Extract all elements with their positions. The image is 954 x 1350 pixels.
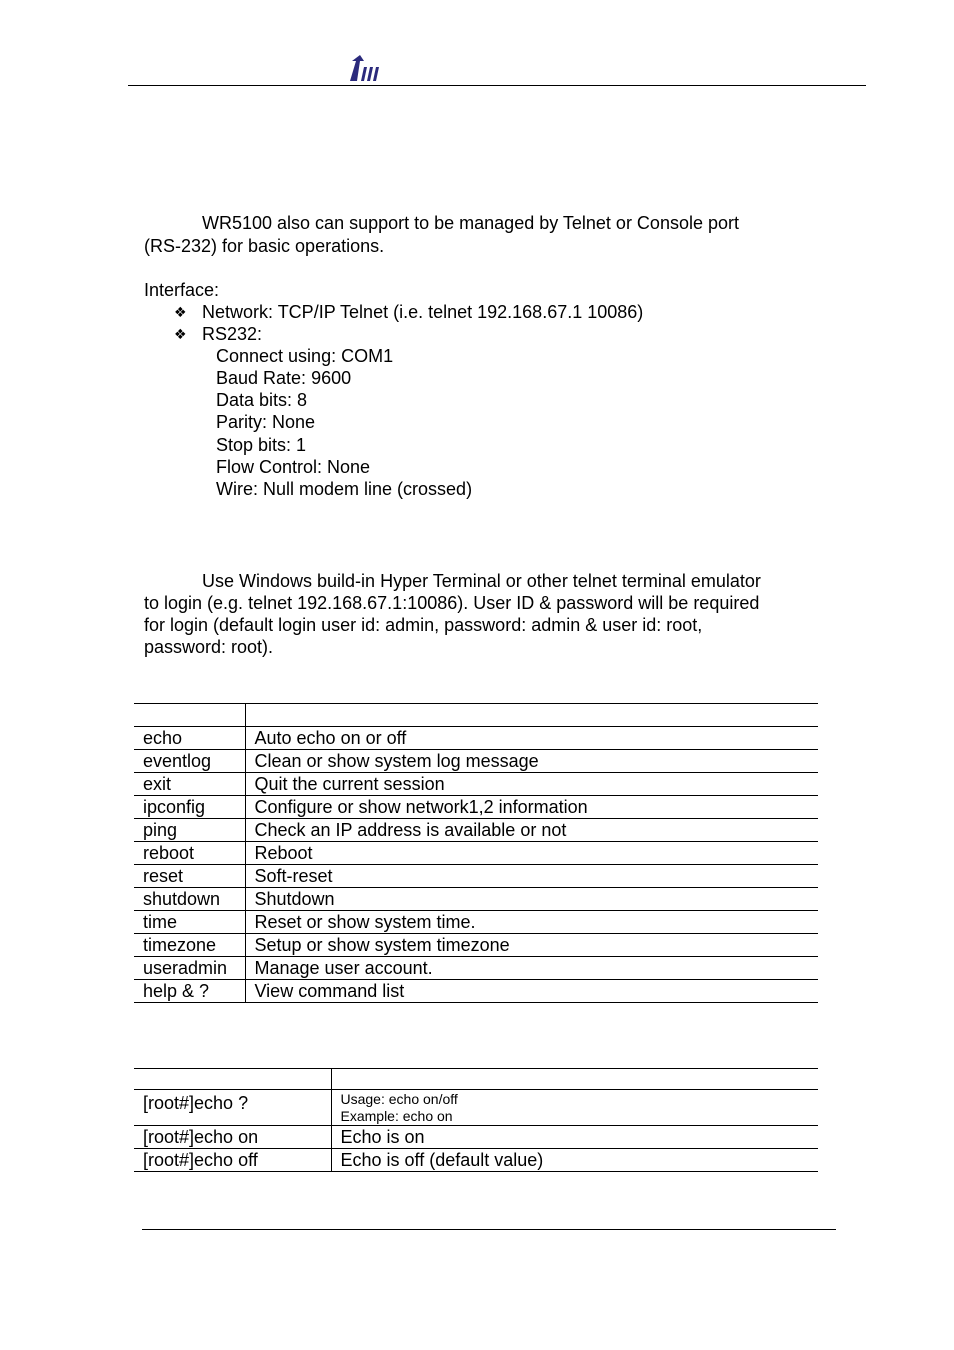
header-cell	[331, 1069, 818, 1090]
rs232-setting: Stop bits: 1	[216, 435, 307, 455]
footer-rule	[142, 1229, 836, 1230]
table-row	[134, 865, 818, 888]
command-name: reset	[134, 865, 245, 888]
interface-label: Interface:	[144, 280, 220, 300]
header-cell	[245, 704, 818, 727]
command-name: help & ?	[134, 980, 245, 1003]
example-text: Example: echo on	[340, 1108, 453, 1124]
table-row	[134, 796, 818, 819]
table-row	[134, 1090, 818, 1126]
header-cell	[134, 1069, 331, 1090]
rs232-setting: Data bits: 8	[216, 390, 308, 410]
command-name: time	[134, 911, 245, 934]
usage-text: Usage: echo on/off	[340, 1091, 458, 1107]
login-text-line-4: password: root).	[144, 637, 274, 657]
command-description: View command list	[245, 980, 818, 1003]
login-text-line-2: to login (e.g. telnet 192.168.67.1:10086). User ID & password will be required	[144, 593, 760, 613]
example-result: Echo is on	[331, 1126, 818, 1149]
command-description: Reset or show system time.	[245, 911, 818, 934]
command-table	[134, 703, 818, 1003]
command-description: Auto echo on or off	[245, 727, 818, 750]
command-description: Configure or show network1,2 information	[245, 796, 818, 819]
command-name: ping	[134, 819, 245, 842]
diamond-bullet-icon: ❖	[174, 326, 187, 342]
table-row	[134, 842, 818, 865]
intro-text-line-1: WR5100 also can support to be managed by Telnet or Console port	[202, 213, 739, 233]
command-name: shutdown	[134, 888, 245, 911]
example-command: [root#]echo off	[134, 1149, 331, 1172]
command-description: Soft-reset	[245, 865, 818, 888]
command-description: Shutdown	[245, 888, 818, 911]
command-description: Setup or show system timezone	[245, 934, 818, 957]
command-description: Clean or show system log message	[245, 750, 818, 773]
command-name: exit	[134, 773, 245, 796]
command-name: timezone	[134, 934, 245, 957]
company-logo	[348, 55, 380, 83]
table-row	[134, 727, 818, 750]
table-row	[134, 934, 818, 957]
table-row	[134, 888, 818, 911]
table-row	[134, 773, 818, 796]
command-description: Check an IP address is available or not	[245, 819, 818, 842]
command-description: Reboot	[245, 842, 818, 865]
command-name: echo	[134, 727, 245, 750]
login-text-line-3: for login (default login user id: admin, password: admin & user id: root,	[144, 615, 703, 635]
table-row	[134, 980, 818, 1003]
table-row	[134, 957, 818, 980]
command-name: useradmin	[134, 957, 245, 980]
table-header-row	[134, 704, 818, 727]
login-text-line-1: Use Windows build-in Hyper Terminal or other telnet terminal emulator	[202, 571, 761, 591]
table-row	[134, 750, 818, 773]
table-row	[134, 1149, 818, 1172]
command-name: ipconfig	[134, 796, 245, 819]
example-command: [root#]echo on	[134, 1126, 331, 1149]
command-name: reboot	[134, 842, 245, 865]
rs232-setting: Connect using: COM1	[216, 346, 394, 366]
command-name: eventlog	[134, 750, 245, 773]
rs232-setting: Parity: None	[216, 412, 316, 432]
echo-example-table	[134, 1068, 818, 1172]
intro-text-line-2: (RS-232) for basic operations.	[144, 236, 385, 256]
example-result: Echo is off (default value)	[331, 1149, 818, 1172]
table-row	[134, 819, 818, 842]
command-description: Quit the current session	[245, 773, 818, 796]
table-header-row	[134, 1069, 818, 1090]
rs232-setting: Baud Rate: 9600	[216, 368, 352, 388]
header-rule	[128, 85, 866, 86]
rs232-setting: Flow Control: None	[216, 457, 371, 477]
table-row	[134, 1126, 818, 1149]
header-cell	[134, 704, 245, 727]
bullet-network: Network: TCP/IP Telnet (i.e. telnet 192.168.67.1 10086)	[202, 302, 644, 322]
rs232-setting: Wire: Null modem line (crossed)	[216, 479, 473, 499]
bullet-rs232: RS232:	[202, 324, 263, 344]
example-command: [root#]echo ?	[134, 1090, 331, 1126]
command-description: Manage user account.	[245, 957, 818, 980]
diamond-bullet-icon: ❖	[174, 304, 187, 320]
example-result	[331, 1090, 818, 1126]
table-row	[134, 911, 818, 934]
